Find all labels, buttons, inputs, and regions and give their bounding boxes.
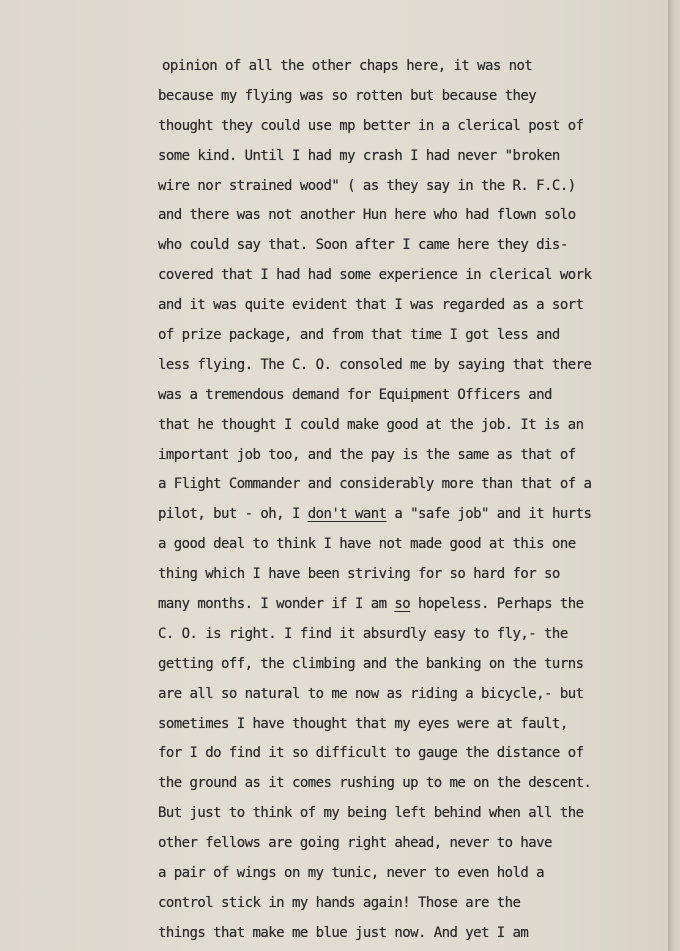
text-line-26: But just to think of my being left behind when all the — [158, 805, 584, 822]
underlined-emphasis: don't want — [307, 506, 387, 523]
text-line-12: was a tremendous demand for Equipment Officers and — [158, 386, 552, 403]
text-line-10: of prize package, and from that time I got less and — [158, 327, 560, 344]
text-line-14: important job too, and the pay is the same as that of — [158, 446, 576, 463]
text-line-9: and it was quite evident that I was regarded as a sort — [158, 297, 584, 314]
page-edge — [668, 0, 680, 951]
text-line-20: C. O. is right. I find it absurdly easy to fly,- the — [158, 625, 568, 642]
text-line-3: thought they could use mp better in a clerical post of — [158, 117, 584, 134]
text-line-13: that he thought I could make good at the job. It is an — [158, 416, 584, 433]
text-line-1: opinion of all the other chaps here, it was not — [162, 58, 533, 74]
text-line-28: a pair of wings on my tunic, never to even hold a — [158, 865, 545, 882]
text-line-15: a Flight Commander and considerably more than that of a — [158, 476, 592, 493]
underlined-emphasis: so — [394, 596, 411, 613]
text-line-18: thing which I have been striving for so hard for so — [158, 566, 560, 583]
text-line-4: some kind. Until I had my crash I had never "broken — [158, 147, 560, 164]
text-line-22: are all so natural to me now as riding a bicycle,- but — [158, 685, 584, 702]
text-line-29: control stick in my hands again! Those are the — [158, 894, 521, 911]
text-line-11: less flying. The C. O. consoled me by saying that there — [158, 356, 592, 373]
text-line-25: the ground as it comes rushing up to me on the descent. — [158, 775, 592, 792]
text-line-21: getting off, the climbing and the banking on the turns — [158, 655, 584, 672]
text-line-30: things that make me blue just now. And yet I am — [158, 924, 529, 941]
text-line-5: wire nor strained wood" ( as they say in the R. F.C.) — [158, 177, 576, 194]
text-line-2: because my flying was so rotten but because they — [158, 87, 537, 104]
text-line-6: and there was not another Hun here who had flown solo — [158, 207, 576, 224]
text-line-27: other fellows are going right ahead, never to have — [158, 835, 552, 852]
text-line-19: many months. I wonder if I am so hopeless. Perhaps the — [158, 596, 584, 613]
text-line-24: for I do find it so difficult to gauge the distance of — [158, 745, 584, 762]
text-line-23: sometimes I have thought that my eyes were at fault, — [158, 715, 568, 732]
text-line-8: covered that I had had some experience in clerical work — [158, 267, 592, 284]
letter-body — [158, 52, 666, 949]
text-line-16: pilot, but - oh, I don't want a "safe job" and it hurts — [158, 506, 592, 523]
text-line-7: who could say that. Soon after I came here they dis- — [158, 237, 568, 254]
text-line-17: a good deal to think I have not made good at this one — [158, 536, 576, 553]
